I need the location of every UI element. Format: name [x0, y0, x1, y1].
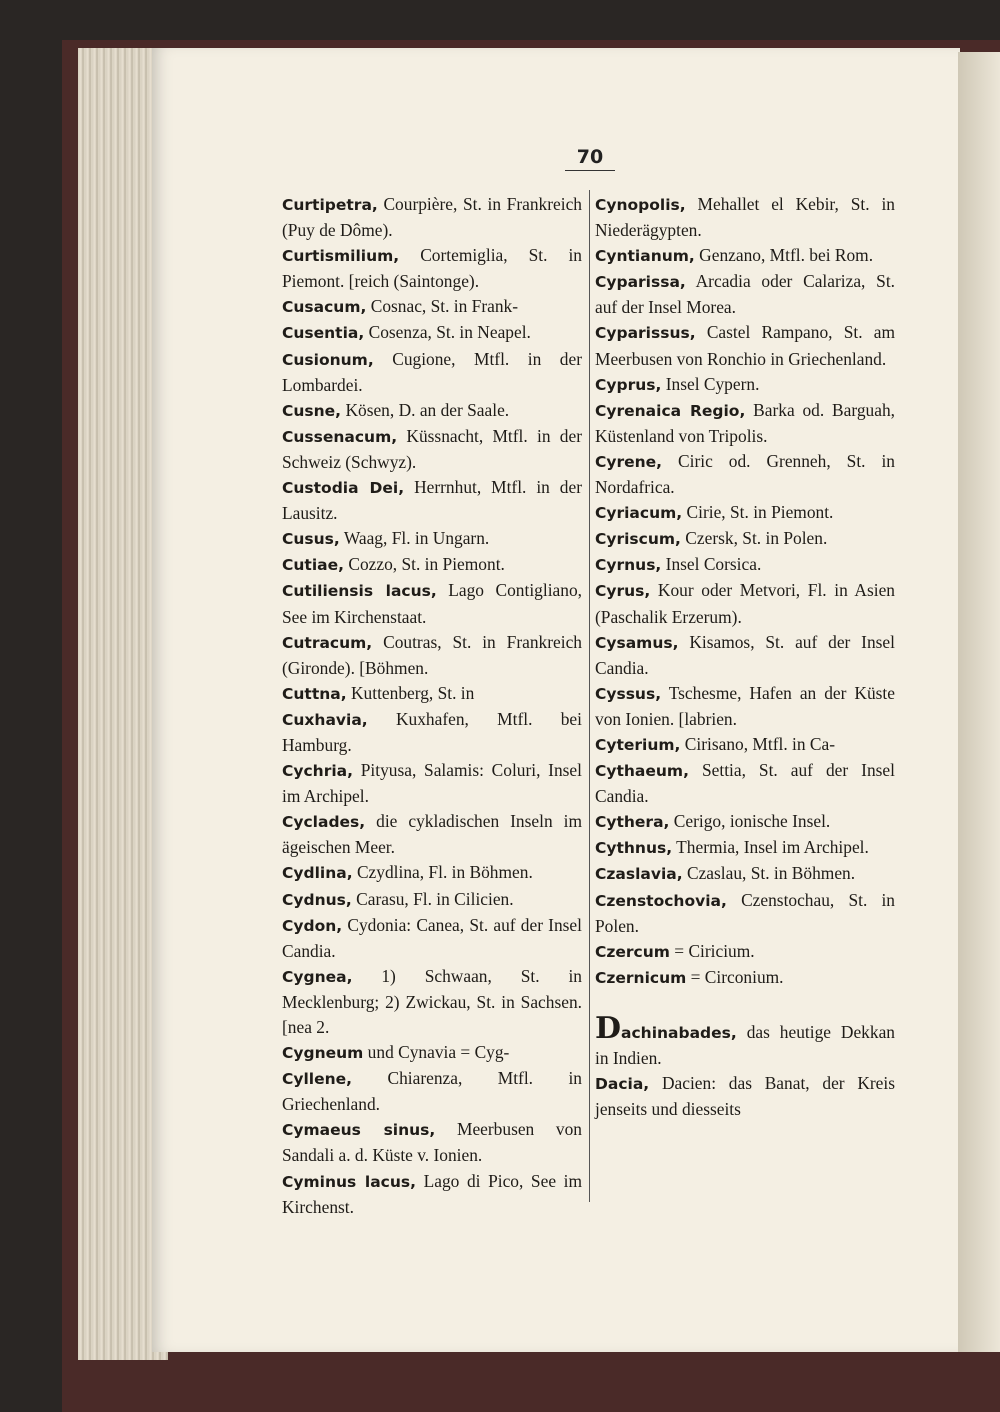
dictionary-entry: [595, 320, 895, 371]
entry-definition: Waag, Fl. in Ungarn.: [343, 528, 490, 549]
column-divider: [589, 190, 590, 1202]
dictionary-entry: [595, 630, 895, 681]
dictionary-entry: [595, 526, 895, 552]
dictionary-entry: [595, 398, 895, 449]
dictionary-entry: [282, 526, 582, 552]
entry-headword: Cuttna,: [282, 684, 347, 703]
entry-headword: Cygnea,: [282, 967, 353, 986]
entry-headword: Cyriscum,: [595, 530, 681, 549]
entry-headword: Curtipetra,: [282, 196, 378, 214]
entry-headword: Czenstochovia,: [595, 891, 727, 910]
dictionary-entry: [595, 578, 895, 629]
entry-definition: Castel Rampano, St. am Meerbusen von Ronchio in Griechenland.: [595, 322, 895, 369]
entry-headword: Cyrus,: [595, 582, 651, 601]
dictionary-entry: [282, 758, 582, 809]
entry-headword: Cusentia,: [282, 324, 365, 343]
entry-definition: Czersk, St. in Polen.: [685, 528, 828, 549]
dictionary-entry: [595, 500, 895, 526]
dictionary-entry: [282, 887, 582, 913]
dictionary-entry: [282, 860, 582, 886]
entry-definition: und Cynavia = Cyg-: [367, 1042, 510, 1063]
entry-definition: Cirisano, Mtfl. in Ca-: [684, 733, 836, 754]
dictionary-entry: [595, 888, 895, 939]
entry-definition: = Ciricium.: [674, 940, 755, 961]
entry-definition: Küssnacht, Mtfl. in der Schweiz (Schwyz).: [282, 425, 582, 472]
entry-headword: Dacia,: [595, 1075, 650, 1094]
dictionary-entry: [282, 243, 582, 294]
entry-definition: Cydonia: Canea, St. auf der Insel Candia.: [282, 914, 582, 961]
dictionary-entry: [282, 1117, 582, 1168]
entry-definition: Mehallet el Kebir, St. in Niederägypten.: [595, 194, 895, 241]
entry-definition: Kisamos, St. auf der Insel Candia.: [595, 631, 895, 678]
dictionary-entry: [595, 809, 895, 835]
dictionary-entry: [282, 1066, 582, 1117]
entry-headword: Cusne,: [282, 401, 342, 420]
entry-definition: Courpière, St. in Frankreich (Puy de Dôme).: [282, 194, 582, 241]
entry-definition: Settia, St. auf der Insel Candia.: [595, 760, 895, 807]
entry-headword: Custodia Dei,: [282, 479, 405, 498]
dictionary-entry: [595, 835, 895, 861]
section-initial: D: [595, 1010, 622, 1046]
dictionary-entry: [282, 1040, 582, 1066]
entry-definition: Czenstochau, St. in Polen.: [595, 889, 895, 936]
entry-headword: Cychria,: [282, 762, 354, 781]
entry-definition: Chiarenza, Mtfl. in Griechenland.: [282, 1068, 582, 1115]
entry-headword: Cuxhavia,: [282, 710, 368, 729]
entry-headword: Cyprus,: [595, 375, 662, 394]
entry-definition: Cortemiglia, St. in Piemont. [reich (Saintonge).: [282, 245, 582, 292]
entry-headword: Cyterium,: [595, 735, 681, 754]
entry-headword: Curtismilium,: [282, 247, 400, 266]
dictionary-entry: [595, 965, 895, 991]
dictionary-entry: [282, 192, 582, 243]
entry-headword: Cydnus,: [282, 890, 352, 909]
dictionary-entry: [282, 552, 582, 578]
dictionary-entry: [595, 939, 895, 965]
facing-page-edge: [958, 52, 1000, 1352]
entry-headword: Cyclades,: [282, 813, 366, 832]
entry-headword: Cymaeus sinus,: [282, 1121, 436, 1140]
entry-definition: Lago Contigliano, See im Kirchenstaat.: [282, 580, 582, 627]
entry-definition: Barka od. Barguah, Küstenland von Tripolis.: [595, 399, 895, 446]
dictionary-entry: [282, 424, 582, 475]
entry-definition: Cosnac, St. in Frank-: [370, 296, 519, 317]
entry-definition: Pityusa, Salamis: Coluri, Insel im Archipel.: [282, 760, 582, 807]
entry-headword: Cutracum,: [282, 633, 373, 652]
dictionary-entry: [282, 398, 582, 424]
entry-definition: Kösen, D. an der Saale.: [345, 399, 510, 420]
entry-definition: Arcadia oder Calariza, St. auf der Insel Morea.: [595, 271, 896, 318]
entry-headword: Cusus,: [282, 530, 340, 549]
dictionary-entry: [282, 320, 582, 346]
entry-definition: Meerbusen von Sandali a. d. Küste v. Ionien.: [282, 1119, 583, 1166]
dictionary-entry: [282, 707, 582, 758]
entry-definition: Czaslau, St. in Böhmen.: [686, 863, 856, 884]
entry-headword: Cussenacum,: [282, 427, 398, 446]
dictionary-entry: [595, 1071, 895, 1122]
entry-headword: Cythaeum,: [595, 762, 689, 781]
entry-headword: achinabades,: [621, 1023, 737, 1042]
dictionary-entry: [595, 192, 895, 243]
entry-headword: Cygneum: [282, 1044, 364, 1063]
dictionary-entry: [282, 809, 582, 860]
entry-headword: Cyparissus,: [595, 324, 696, 343]
dictionary-entry: [595, 552, 895, 578]
entry-headword: Cutiae,: [282, 556, 344, 575]
entry-headword: Cyriacum,: [595, 504, 683, 523]
entry-headword: Cutiliensis lacus,: [282, 582, 437, 601]
entry-headword: Cythera,: [595, 813, 670, 832]
dictionary-entry: [595, 861, 895, 887]
dictionary-entry: [282, 681, 582, 707]
entry-definition: 1) Schwaan, St. in Mecklenburg; 2) Zwickau, St. in Sachsen. [nea 2.: [282, 965, 582, 1037]
entry-headword: Cyparissa,: [595, 273, 686, 292]
entry-headword: Cysamus,: [595, 633, 679, 652]
dictionary-entry: [595, 449, 895, 500]
dictionary-entry: [595, 681, 895, 732]
entry-definition: Cugione, Mtfl. in der Lombardei.: [282, 348, 582, 395]
dictionary-entry: [282, 578, 582, 629]
dictionary-entry: [595, 1010, 895, 1071]
entry-definition: Cerigo, ionische Insel.: [673, 811, 831, 832]
entry-definition: das heutige Dekkan in Indien.: [595, 1021, 895, 1068]
entry-definition: Lago di Pico, See im Kirchenst.: [282, 1170, 582, 1217]
entry-headword: Cyrenaica Regio,: [595, 401, 746, 420]
entry-definition: Cozzo, St. in Piemont.: [348, 554, 505, 575]
dictionary-entry: [595, 732, 895, 758]
entry-definition: Kuttenberg, St. in: [350, 682, 475, 703]
section-gap: [595, 991, 895, 1016]
entry-headword: Czercum: [595, 942, 670, 961]
entry-definition: Herrnhut, Mtfl. in der Lausitz.: [282, 477, 582, 524]
entry-definition: Carasu, Fl. in Cilicien.: [356, 888, 514, 909]
entry-definition: Coutras, St. in Frankreich (Gironde). [Böhmen.: [282, 631, 582, 678]
dictionary-entry: [282, 1169, 582, 1220]
entry-definition: Cosenza, St. in Neapel.: [368, 322, 531, 343]
dictionary-entry: [595, 269, 895, 320]
dictionary-entry: [282, 630, 582, 681]
dictionary-entry: [282, 475, 582, 526]
entry-headword: Cusacum,: [282, 298, 367, 317]
entry-definition: Insel Corsica.: [665, 554, 762, 575]
entry-headword: Czernicum: [595, 968, 687, 987]
entry-definition: Cirie, St. in Piemont.: [686, 502, 834, 523]
entry-headword: Cyrene,: [595, 452, 663, 471]
entry-definition: Genzano, Mtfl. bei Rom.: [699, 245, 874, 266]
entry-definition: Kuxhafen, Mtfl. bei Hamburg.: [282, 708, 582, 755]
dictionary-entry: [595, 758, 895, 809]
right-column: [595, 192, 895, 1122]
left-column: [282, 192, 582, 1220]
entry-definition: Insel Cypern.: [665, 373, 760, 394]
dictionary-entry: [282, 347, 582, 398]
entry-headword: Cyssus,: [595, 684, 662, 703]
entry-headword: Cynopolis,: [595, 196, 686, 214]
dictionary-entry: [595, 243, 895, 269]
entry-headword: Cyntianum,: [595, 247, 695, 266]
entry-headword: Cyllene,: [282, 1070, 353, 1089]
entry-definition: Ciric od. Grenneh, St. in Nordafrica.: [595, 450, 895, 498]
entry-headword: Cyrnus,: [595, 556, 662, 575]
dictionary-entry: [282, 294, 582, 320]
dictionary-entry: [282, 913, 582, 964]
entry-headword: Cythnus,: [595, 839, 673, 858]
entry-headword: Cydon,: [282, 916, 343, 935]
page-number: 70: [565, 144, 615, 171]
entry-definition: = Circonium.: [690, 966, 784, 987]
entry-headword: Cydlina,: [282, 864, 353, 883]
entry-definition: die cykladischen Inseln im ägeischen Meer.: [282, 811, 582, 858]
entry-headword: Cusionum,: [282, 350, 374, 369]
dictionary-entry: [595, 372, 895, 398]
entry-definition: Dacien: das Banat, der Kreis jenseits und diesseits: [595, 1073, 895, 1120]
entry-definition: Thermia, Insel im Archipel.: [676, 837, 869, 858]
entry-headword: Cyminus lacus,: [282, 1172, 416, 1191]
entry-definition: Czydlina, Fl. in Böhmen.: [356, 862, 533, 883]
entry-headword: Czaslavia,: [595, 865, 683, 884]
entry-definition: Kour oder Metvori, Fl. in Asien (Paschalik Erzerum).: [595, 580, 895, 627]
entry-definition: Tschesme, Hafen an der Küste von Ionien. [labrien.: [595, 682, 895, 729]
dictionary-entry: [282, 964, 582, 1040]
